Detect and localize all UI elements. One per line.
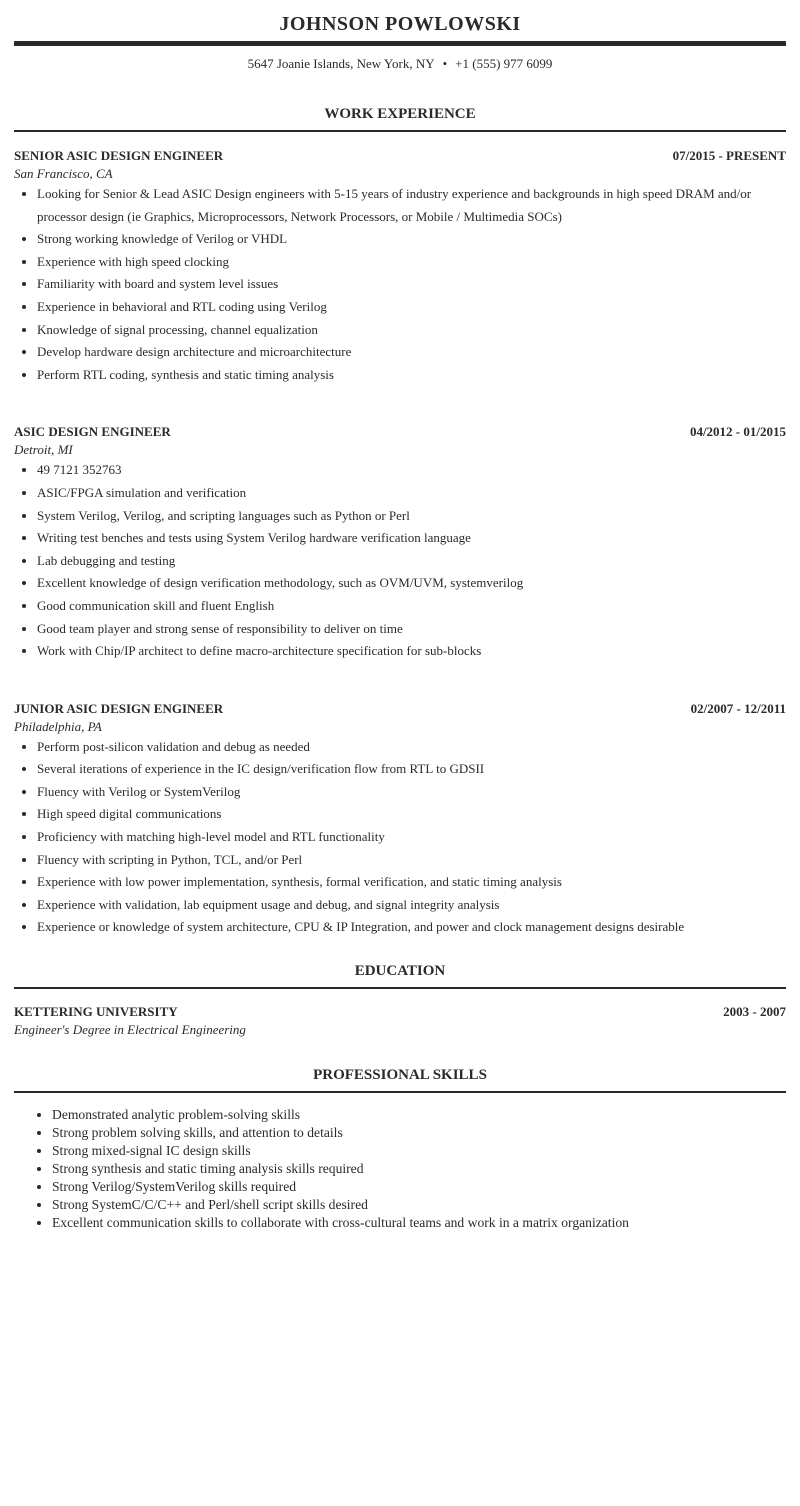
list-item: • Fluency with scripting in Python, TCL, and/or Perl (37, 849, 786, 872)
skills-section (14, 1065, 786, 1232)
list-item: • High speed digital communications (37, 803, 786, 826)
list-item: • 49 7121 352763 (37, 459, 786, 482)
job-title: JUNIOR ASIC DESIGN ENGINEER (14, 700, 224, 716)
list-item: • Strong mixed-signal IC design skills (52, 1142, 786, 1160)
list-item: • Develop hardware design architecture and microarchitecture (37, 341, 786, 364)
list-item: • Strong synthesis and static timing analysis skills required (52, 1160, 786, 1178)
job-entry (14, 423, 786, 662)
job-entry (14, 700, 786, 939)
list-item: • Experience with high speed clocking (37, 251, 786, 274)
header-divider (14, 41, 786, 44)
separator: • (442, 56, 448, 71)
section-title: WORK EXPERIENCE (324, 106, 476, 122)
job-location: San Francisco, CA (14, 166, 113, 181)
work-experience-section (14, 104, 786, 939)
job-location: Philadelphia, PA (14, 718, 102, 734)
education-section (14, 961, 786, 1039)
section-title: EDUCATION (354, 963, 446, 980)
list-item: • Proficiency with matching high-level model and RTL functionality (37, 826, 786, 849)
list-item: • Excellent communication skills to collaborate with cross-cultural teams and work in a matrix organization (52, 1214, 786, 1232)
job-dates: 07/2015 - PRESENT (672, 148, 786, 163)
contact-line (14, 55, 786, 73)
job-bullets (14, 459, 786, 662)
job-entry (14, 147, 786, 386)
section-title: PROFESSIONAL SKILLS (313, 1067, 487, 1084)
list-item: • Strong Verilog/SystemVerilog skills required (52, 1178, 786, 1196)
job-title: ASIC DESIGN ENGINEER (14, 424, 171, 440)
list-item: • Demonstrated analytic problem-solving skills (52, 1106, 786, 1124)
section-divider (14, 130, 786, 132)
list-item: • Fluency with Verilog or SystemVerilog (37, 781, 786, 804)
job-bullets (14, 736, 786, 939)
candidate-name: JOHNSON POWLOWSKI (279, 13, 521, 35)
degree: Engineer's Degree in Electrical Engineering (14, 1022, 246, 1038)
list-item: • Knowledge of signal processing, channel equalization (37, 319, 786, 342)
job-dates: 02/2007 - 12/2011 (690, 700, 786, 716)
resume (14, 0, 786, 1232)
list-item: • Lab debugging and testing (37, 550, 786, 573)
school-name: KETTERING UNIVERSITY (14, 1004, 178, 1020)
list-item: • Perform RTL coding, synthesis and static timing analysis (37, 364, 786, 387)
job-bullets (14, 183, 786, 386)
list-item: • Experience with validation, lab equipment usage and debug, and signal integrity analysis (37, 894, 786, 917)
list-item: • Strong problem solving skills, and attention to details (52, 1124, 786, 1142)
list-item: • Experience with low power implementation, synthesis, formal verification, and static timing analysis (37, 871, 786, 894)
list-item: • Excellent knowledge of design verification methodology, such as OVM/UVM, systemverilog (37, 572, 786, 595)
list-item: • Strong SystemC/C/C++ and Perl/shell script skills desired (52, 1196, 786, 1214)
phone: +1 (555) 977 6099 (455, 56, 553, 71)
list-item: • Good team player and strong sense of responsibility to deliver on time (37, 618, 786, 641)
list-item: • Experience or knowledge of system architecture, CPU & IP Integration, and power and clock management designs desirable (37, 916, 786, 939)
list-item: • Strong working knowledge of Verilog or VHDL (37, 228, 786, 251)
list-item: • Familiarity with board and system level issues (37, 273, 786, 296)
list-item: • Work with Chip/IP architect to define macro-architecture specification for sub-blocks (37, 640, 786, 663)
list-item: • Experience in behavioral and RTL coding using Verilog (37, 296, 786, 319)
address: 5647 Joanie Islands, New York, NY (247, 56, 435, 71)
skills-list (14, 1106, 786, 1232)
job-location: Detroit, MI (14, 442, 73, 458)
list-item: • Writing test benches and tests using System Verilog hardware verification language (37, 527, 786, 550)
job-dates: 04/2012 - 01/2015 (689, 424, 786, 440)
section-divider (14, 1091, 786, 1093)
list-item: • Several iterations of experience in the IC design/verification flow from RTL to GDSII (37, 758, 786, 781)
list-item: • Good communication skill and fluent English (37, 595, 786, 618)
education-dates: 2003 - 2007 (723, 1004, 786, 1020)
section-divider (14, 987, 786, 989)
job-title: SENIOR ASIC DESIGN ENGINEER (14, 148, 224, 163)
list-item: • System Verilog, Verilog, and scripting languages such as Python or Perl (37, 505, 786, 528)
list-item: • Perform post-silicon validation and debug as needed (37, 736, 786, 759)
list-item: • Looking for Senior & Lead ASIC Design engineers with 5-15 years of industry experience and backgrounds in high speed DRAM and/or processor design (ie Graphics, Microprocessors, Network Processors, or Mobile / Multimedia SOCs) (37, 183, 786, 228)
list-item: • ASIC/FPGA simulation and verification (37, 482, 786, 505)
